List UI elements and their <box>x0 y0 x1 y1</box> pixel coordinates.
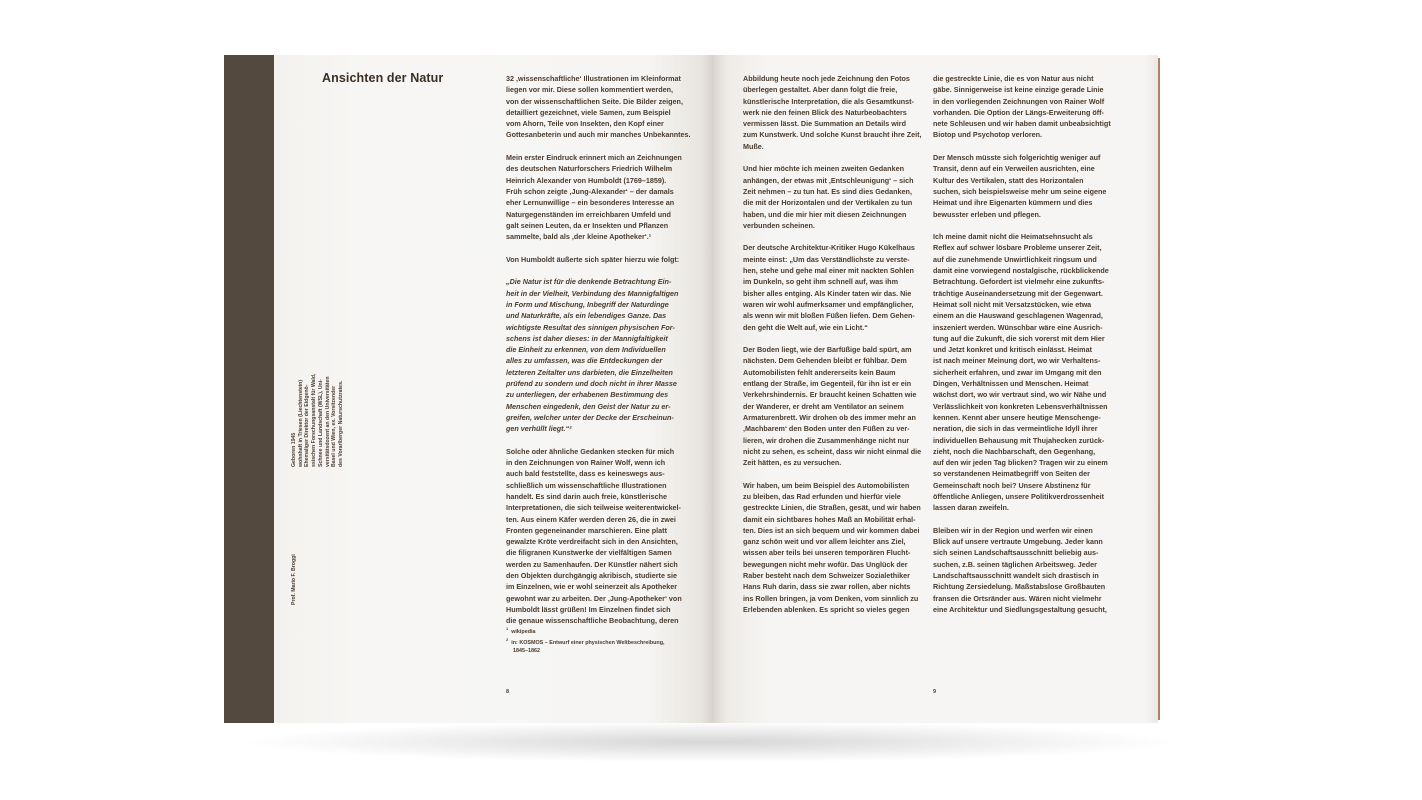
text-line: schens ist daher dieses: in der Mannigfaltigkeit <box>506 333 668 343</box>
bio-line: wohnhaft in Triesen (Liechtenstein) <box>297 379 304 467</box>
text-line: tung auf die Zukunft, die sich vorerst mit dem Hier <box>933 333 1105 343</box>
text-line: Bleiben wir in der Region und werfen wir einen <box>933 525 1093 535</box>
text-line: liegen vor mir. Diese sollen kommentiert werden, <box>506 85 673 95</box>
footnote-text: in: KOSMOS – Entwurf einer physischen Weltbeschreibung, <box>511 640 665 647</box>
text-line: Gottesanbeterin und auch mir manches Unbekanntes. <box>506 130 691 140</box>
text-line: eine Architektur und Siedlungsgestaltung gesucht, <box>933 604 1107 614</box>
text-line: kennen. Kennt aber unsere heutige Menschenge- <box>933 412 1101 422</box>
paragraph <box>506 446 686 627</box>
text-line: bewegungen nicht mehr wofür. Das Unglück der <box>743 559 908 569</box>
text-line: detailliert gezeichnet, viele Samen, zum Beispiel <box>506 107 671 117</box>
bio-line: Schnee und Landschaft (WSL), Uni- <box>317 379 324 467</box>
text-line: ins Rollen bringen, ja vom Denken, vom sinnlich zu <box>743 593 919 603</box>
book-spread <box>274 55 1158 723</box>
text-line: zum Kunstwerk. Und solche Kunst braucht ihre Zeit, <box>743 130 922 140</box>
text-line: sammelte, bald als ‚der kleine Apotheker‘.¹ <box>506 232 652 242</box>
text-line: künstlerische Interpretation, die als Gesamtkunst- <box>743 96 914 106</box>
text-line: waren wir wohl aufmerksamer und empfänglicher, <box>743 299 914 309</box>
text-line: verbunden scheinen. <box>743 220 815 230</box>
text-line: Erlebenden ablenken. Es spricht so vieles gegen <box>743 604 910 614</box>
text-line: bisher alles entging. Als Kinder taten wir das. Nie <box>743 288 912 298</box>
text-line: Der Boden liegt, wie der Barfüßige bald spürt, am <box>743 345 912 355</box>
text-line: vermissen lässt. Die Summation an Details wird <box>743 119 906 129</box>
text-line: Biotop und Psychotop verloren. <box>933 130 1043 140</box>
author-sidebar <box>291 373 344 605</box>
page-title: Ansichten der Natur <box>322 71 444 85</box>
text-line: Verlässlichkeit von konkreten Lebensverhältnissen <box>933 401 1108 411</box>
text-line: gäbe. Sinnigerweise ist keine einzige gerade Linie <box>933 85 1104 95</box>
text-line: zu unterliegen, der erhabenen Bestimmung des <box>506 390 669 400</box>
text-line: galt seinen Leuten, da er Insekten und Pflanzen <box>506 220 669 230</box>
text-line: nächsten. Dem Gehenden bleibt er fühlbar. Dem <box>743 356 907 366</box>
text-line: Armaturenbrett. Wir drohen ob des immer mehr an <box>743 412 916 422</box>
text-line: des deutschen Naturforschers Friedrich Wilhelm <box>506 164 673 174</box>
text-line: werk nie den feinen Blick des Naturbeobachters <box>743 107 907 117</box>
footnotes <box>506 625 706 655</box>
text-line: Raber besteht nach dem Schweizer Sozialethiker <box>743 571 910 581</box>
text-line: Kultur des Vertikalen, statt des Horizontalen <box>933 175 1084 185</box>
text-line: öffentliche Anliegen, unsere Politikverdrossenheit <box>933 491 1105 501</box>
text-line: und Jetzt konkret und kritisch einlässt. Heimat <box>933 345 1092 355</box>
text-line: ten. Dies ist an sich bequem und wir kommen dabei <box>743 525 920 535</box>
paragraph <box>506 152 686 242</box>
text-line: Früh schon zeigte ‚Jung-Alexander‘ – der damals <box>506 186 674 196</box>
book-cover-edge <box>224 55 276 723</box>
text-line: wissen aber teils bei unseren temporären Flucht- <box>743 548 911 558</box>
text-line: in den vorliegenden Zeichnungen von Rainer Wolf <box>933 96 1105 106</box>
paragraph <box>743 344 923 468</box>
paragraph <box>743 480 923 616</box>
text-line: neration, die sich in das vermeintliche Idyll ihrer <box>933 424 1098 434</box>
text-line: ten. Aus einem Käfer werden deren 26, die in zwei <box>506 514 676 524</box>
text-line: überlegen gestaltet. Aber dann folgt die freie, <box>743 85 898 95</box>
text-line: ‚Machbarem‘ den Boden unter den Füßen zu ver- <box>743 424 910 434</box>
text-line: von der wissenschaftlichen Seite. Die Bilder zeigen, <box>506 96 683 106</box>
text-line: Hans Ruh darin, dass sie zwar rollen, aber nichts <box>743 582 911 592</box>
text-line: Fronten gegeneinander marschieren. Eine platt <box>506 525 667 535</box>
text-line: damit ein sichtbares hohes Maß an Mobilität erhal- <box>743 514 916 524</box>
text-line: handelt. Es sind darin auch freie, künstlerische <box>506 491 667 501</box>
text-line: Richtung Zersiedelung. Maßstabslose Großbauten <box>933 582 1106 592</box>
text-line: vorhanden. Die Option der Längs-Erweiterung öff- <box>933 107 1104 117</box>
text-line: gen verhüllt liegt.“² <box>506 424 572 434</box>
text-line: ist nach meiner Meinung dort, wo wir Verhaltens- <box>933 356 1101 366</box>
bio-line: Basel und Wien, ex. Vorsitzender <box>331 385 338 467</box>
bio-line: ssischen Forschungsanstalt für Wald, <box>311 373 318 467</box>
text-line: Muße. <box>743 141 764 151</box>
text-line: lassen daran zweifeln. <box>933 503 1009 513</box>
paragraph <box>933 231 1113 513</box>
bio-line: versitätsdozent an den Universitäten <box>324 376 331 467</box>
footnote-line <box>506 625 706 636</box>
footnote-line <box>506 636 706 647</box>
text-line: die genaue wissenschaftliche Beobachtung, deren <box>506 616 679 626</box>
text-line: als wenn wir mit bloßen Füßen liefen. Dem Gehen- <box>743 311 915 321</box>
paragraph <box>506 276 686 434</box>
text-line: auch bald feststellte, dass es keineswegs aus- <box>506 469 665 479</box>
paragraph <box>743 242 923 332</box>
text-line: inszeniert werden. Wünschbar wäre eine Ausrich- <box>933 322 1103 332</box>
text-line: individuellen Behausung mit Thujahecken zurück- <box>933 435 1105 445</box>
text-line: Solche oder ähnliche Gedanken stecken für mich <box>506 446 675 456</box>
text-line: nicht zu sehen, es scheint, dass wir nicht einmal die <box>743 446 922 456</box>
paragraph <box>743 73 923 152</box>
text-line: Der Mensch müsste sich folgerichtig weniger auf <box>933 153 1101 163</box>
paragraph <box>506 73 691 141</box>
text-line: Heimat und ihre Eigenarten kümmern und dies <box>933 198 1093 208</box>
bio-line: Geboren 1945 <box>291 432 297 467</box>
paragraph <box>933 152 1113 220</box>
text-line: Betrachtung. Gefordert ist vielmehr eine zukunfts- <box>933 277 1105 287</box>
text-line: eher Lernunwillige – ein besonderes Interesse an <box>506 198 675 208</box>
text-line: trächtige Auseinandersetzung mit der Gegenwart. <box>933 288 1103 298</box>
text-line: wichtigste Resultat des sinnigen physischen For- <box>506 322 675 332</box>
text-line: Heinrich Alexander von Humboldt (1769–1859). <box>506 175 667 185</box>
text-line: lieren, wir drohen die Zusammenhänge nicht nur <box>743 435 910 445</box>
text-line: im Einzelnen, wie er wohl seinerzeit als Apotheker <box>506 582 678 592</box>
text-line: hen, stehe und gehe mal einer mit nackten Sohlen <box>743 266 914 276</box>
text-line: Von Humboldt äußerte sich später hierzu wie folgt: <box>506 254 680 264</box>
text-line: Interpretationen, die sich teilweise weiterentwickel- <box>506 503 681 513</box>
text-line: haben, und die mir hier mit diesen Zeichnungen <box>743 209 907 219</box>
text-line: werden zu Samenhaufen. Der Künstler nähert sich <box>506 559 678 569</box>
book-shadow <box>250 722 1170 762</box>
text-line: im Dunkeln, so geht ihm schnell auf, was ihm <box>743 277 898 287</box>
text-line: schließlich um wissenschaftliche Illustrationen <box>506 480 667 490</box>
text-line: alles zu umfassen, was die Entdeckungen der <box>506 356 663 366</box>
text-line: Automobilisten fehlt andererseits kein Baum <box>743 367 896 377</box>
page-number-left: 8 <box>506 689 510 695</box>
text-line: gestreckte Linien, die Straßen, gesät, und wir haben <box>743 503 921 513</box>
text-line: Der deutsche Architektur-Kritiker Hugo Kükelhaus <box>743 243 915 253</box>
page-number-right: 9 <box>933 689 937 695</box>
text-line: die mit der Horizontalen und der Vertikalen zu tun <box>743 198 913 208</box>
text-line: so verstandenen Heimatbegriff von Seiten der <box>933 469 1090 479</box>
text-line: vom Ahorn, Teile von Insekten, den Kopf einer <box>506 119 664 129</box>
footnote-mark: 1 <box>506 626 509 631</box>
text-line: den Objekten durchgängig akribisch, studierte sie <box>506 571 677 581</box>
text-line: Verkehrshindernis. Er braucht keinen Schatten wie <box>743 390 917 400</box>
text-line: Wir haben, um beim Beispiel des Automobilisten <box>743 480 910 490</box>
text-line: greifen, welcher unter der Decke der Erscheinun- <box>506 412 674 422</box>
text-line: heit in der Vielheit, Verbindung des Mannigfaltigen <box>506 288 679 298</box>
text-line: „Die Natur ist für die denkende Betrachtung Ein- <box>506 277 672 287</box>
bio-line: Ehemaliger Direktor der Eidgenö- <box>304 384 311 467</box>
text-line: der Wanderer, er dreht am Ventilator an seinem <box>743 401 904 411</box>
footnote-text: wikipedia <box>511 628 536 635</box>
text-line: nete Schleusen und wir haben damit unbeabsichtigt <box>933 119 1111 129</box>
bio-line: des Vorarlberger Naturschutzrates. <box>337 380 344 467</box>
text-line: prüfend zu sondern und doch nicht in ihrer Masse <box>506 379 677 389</box>
paragraph <box>933 525 1113 615</box>
text-line: Zeit nehmen – zu tun hat. Es sind dies Gedanken, <box>743 186 912 196</box>
text-line: Mein erster Eindruck erinnert mich an Zeichnungen <box>506 153 682 163</box>
text-line: ganz schön weit und vor allem leichter ans Ziel, <box>743 537 906 547</box>
text-line: Transit, denn auf ein Verweilen ausrichten, eine <box>933 164 1095 174</box>
text-line: gewohnt war zu arbeiten. Der ‚Jung-Apotheker‘ von <box>506 593 682 603</box>
text-line: letzteren Zeitalter uns darbieten, die Einzelheiten <box>506 367 673 377</box>
text-column-right-page-1 <box>743 73 923 627</box>
text-line: sicherheit erfahren, und zwar im Umgang mit den <box>933 367 1102 377</box>
footnote-line <box>506 648 706 656</box>
text-line: Und hier möchte ich meinen zweiten Gedanken <box>743 164 904 174</box>
text-line: Gemeinschaft noch bei? Unsere Abstinenz für <box>933 480 1091 490</box>
text-line: Naturgegenständen im erreichbaren Umfeld und <box>506 209 671 219</box>
text-line: in Form und Mischung, Inbegriff der Naturdinge <box>506 299 669 309</box>
text-line: zieht, noch die Nachbarschaft, den Gegenhang, <box>933 446 1096 456</box>
text-line: Zeit hätten, es zu versuchen. <box>743 458 842 468</box>
text-line: damit eine vorwiegend nostalgische, rückblickende <box>933 266 1109 276</box>
text-line: Dingen, Verhältnissen und Menschen. Heimat <box>933 379 1089 389</box>
footnote-text: 1845–1862 <box>513 647 540 654</box>
text-line: Heimat soll nicht mit Versatzstücken, wie etwa <box>933 299 1092 309</box>
text-line: 32 ‚wissenschaftliche‘ Illustrationen im Kleinformat <box>506 74 681 83</box>
text-line: Blick auf unsere vertraute Umgebung. Jeder kann <box>933 537 1103 547</box>
text-line: Abbildung heute noch jede Zeichnung den Fotos <box>743 74 910 83</box>
text-line: den geht die Welt auf, wie ein Licht.“ <box>743 322 868 332</box>
text-line: einem an die Hauswand geschlagenen Wagenrad, <box>933 311 1103 321</box>
text-line: gewalzte Kröte verdreifacht sich in den Ansichten, <box>506 537 678 547</box>
text-line: in den Zeichnungen von Rainer Wolf, wenn ich <box>506 458 666 468</box>
text-line: suchen, sich beispielsweise mehr um seine eigene <box>933 186 1107 196</box>
text-line: die filigranen Kunstwerke der vielfältigen Samen <box>506 548 672 558</box>
text-line: die Einheit zu erkennen, von dem Individuellen <box>506 345 666 355</box>
paragraph <box>933 73 1113 141</box>
text-line: suchen, z.B. seinen täglichen Arbeitsweg. Jeder <box>933 559 1097 569</box>
text-line: wächst dort, wo wir vertraut sind, wo wir Nähe und <box>933 390 1107 400</box>
paragraph <box>743 163 923 231</box>
text-column-left-page <box>506 73 691 638</box>
text-line: die gestreckte Linie, die es von Natur aus nicht <box>933 74 1094 83</box>
text-line: fransen die Ortsränder aus. Wären nicht vielmehr <box>933 593 1102 603</box>
text-line: anhängen, der etwas mit ‚Entschleunigung‘ – sich <box>743 175 914 185</box>
text-line: Menschen eingedenk, den Geist der Natur zu er- <box>506 401 671 411</box>
footnote-mark: 2 <box>506 637 509 643</box>
author-bio <box>291 374 345 468</box>
text-line: zu bleiben, das Rad erfunden und hierfür viele <box>743 491 901 501</box>
text-line: Reflex auf schwer lösbare Probleme unserer Zeit, <box>933 243 1102 253</box>
text-line: Landschaftsausschnitt wandelt sich drastisch in <box>933 571 1099 581</box>
paragraph <box>506 254 686 265</box>
text-line: sich seinen Landschaftsausschnitt beliebig aus- <box>933 548 1099 558</box>
text-line: meinte einst: „Um das Verständlichste zu verste- <box>743 254 910 264</box>
text-line: auf den wir jeden Tag blicken? Tragen wir zu einem <box>933 458 1108 468</box>
text-line: Humboldt lässt grüßen! Im Einzelnen findet sich <box>506 604 671 614</box>
text-line: und Naturkräfte, als ein lebendiges Ganze. Das <box>506 311 667 321</box>
text-line: bewusster erleben und pflegen. <box>933 209 1041 219</box>
text-line: Ich meine damit nicht die Heimatsehnsucht als <box>933 232 1093 242</box>
text-column-right-page-2 <box>933 73 1113 627</box>
text-line: auf die zunehmende Unwirtlichkeit ringsum und <box>933 254 1097 264</box>
text-line: entlang der Straße, im Gegenteil, für ihn ist er ein <box>743 379 912 389</box>
author-name: Prof. Mario F. Broggi <box>291 554 297 605</box>
